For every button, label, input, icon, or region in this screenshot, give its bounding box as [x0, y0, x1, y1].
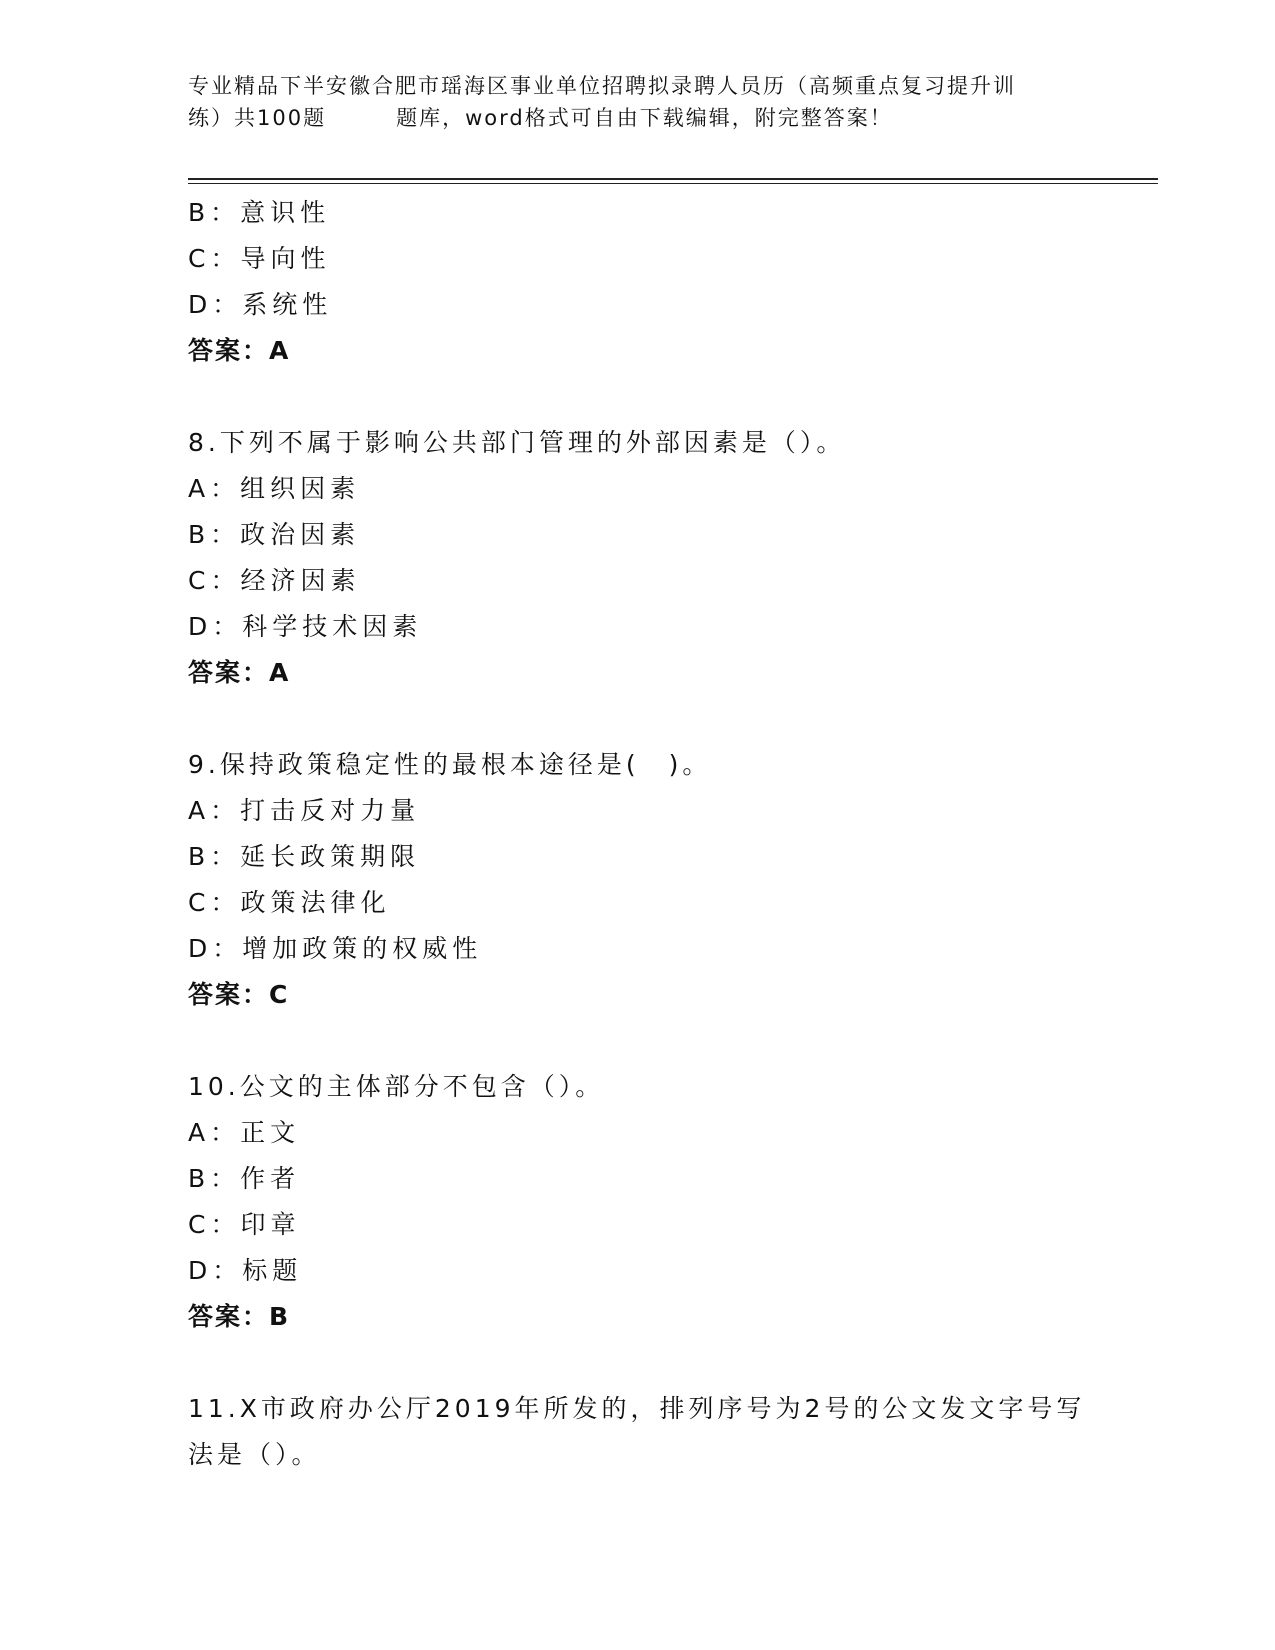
option-b: B：延长政策期限: [188, 842, 421, 871]
answer: 答案：A: [188, 336, 291, 365]
option-c: C：经济因素: [188, 566, 361, 595]
header-title-line1: 专业精品下半安徽合肥市瑶海区事业单位招聘拟录聘人员历（高频重点复习提升训: [188, 74, 1016, 98]
option-c: C：政策法律化: [188, 888, 391, 917]
option-d: D：标题: [188, 1256, 303, 1285]
option-d: D：系统性: [188, 290, 333, 319]
question-text: 11.X市政府办公厅2019年所发的，排列序号为2号的公文发文字号写法是（）。: [188, 1394, 1086, 1469]
option-c: C：导向性: [188, 244, 331, 273]
question-block-9: [188, 742, 1148, 1018]
header-divider-thick: [188, 178, 1158, 180]
option-c: C：印章: [188, 1210, 301, 1239]
question-text: 8.下列不属于影响公共部门管理的外部因素是（）。: [188, 428, 846, 457]
page-header: [188, 70, 1088, 134]
option-b: B：作者: [188, 1164, 301, 1193]
option-a: A：组织因素: [188, 474, 361, 503]
question-block-8: [188, 420, 1148, 696]
header-title-part-b: 题库，word格式可自由下载编辑，附完整答案！: [396, 106, 893, 130]
question-block-11: [188, 1386, 1148, 1478]
answer: 答案：B: [188, 1302, 291, 1331]
header-title-part-a: 练）共100题: [188, 106, 327, 130]
spacer: [188, 374, 1148, 420]
header-divider-thin: [188, 183, 1158, 184]
question-list: [188, 190, 1148, 1478]
spacer: [188, 1340, 1148, 1386]
answer: 答案：A: [188, 658, 291, 687]
option-d: D：科学技术因素: [188, 612, 423, 641]
spacer: [188, 696, 1148, 742]
option-a: A：正文: [188, 1118, 301, 1147]
header-title-line2: [188, 102, 1088, 134]
question-block-10: [188, 1064, 1148, 1340]
option-b: B：意识性: [188, 198, 331, 227]
answer: 答案：C: [188, 980, 290, 1009]
question-text: 9.保持政策稳定性的最根本途径是( )。: [188, 750, 712, 779]
spacer: [188, 1018, 1148, 1064]
question-block-7: [188, 190, 1148, 374]
option-d: D：增加政策的权威性: [188, 934, 483, 963]
question-text: 10.公文的主体部分不包含（）。: [188, 1072, 605, 1101]
option-b: B：政治因素: [188, 520, 361, 549]
option-a: A：打击反对力量: [188, 796, 421, 825]
